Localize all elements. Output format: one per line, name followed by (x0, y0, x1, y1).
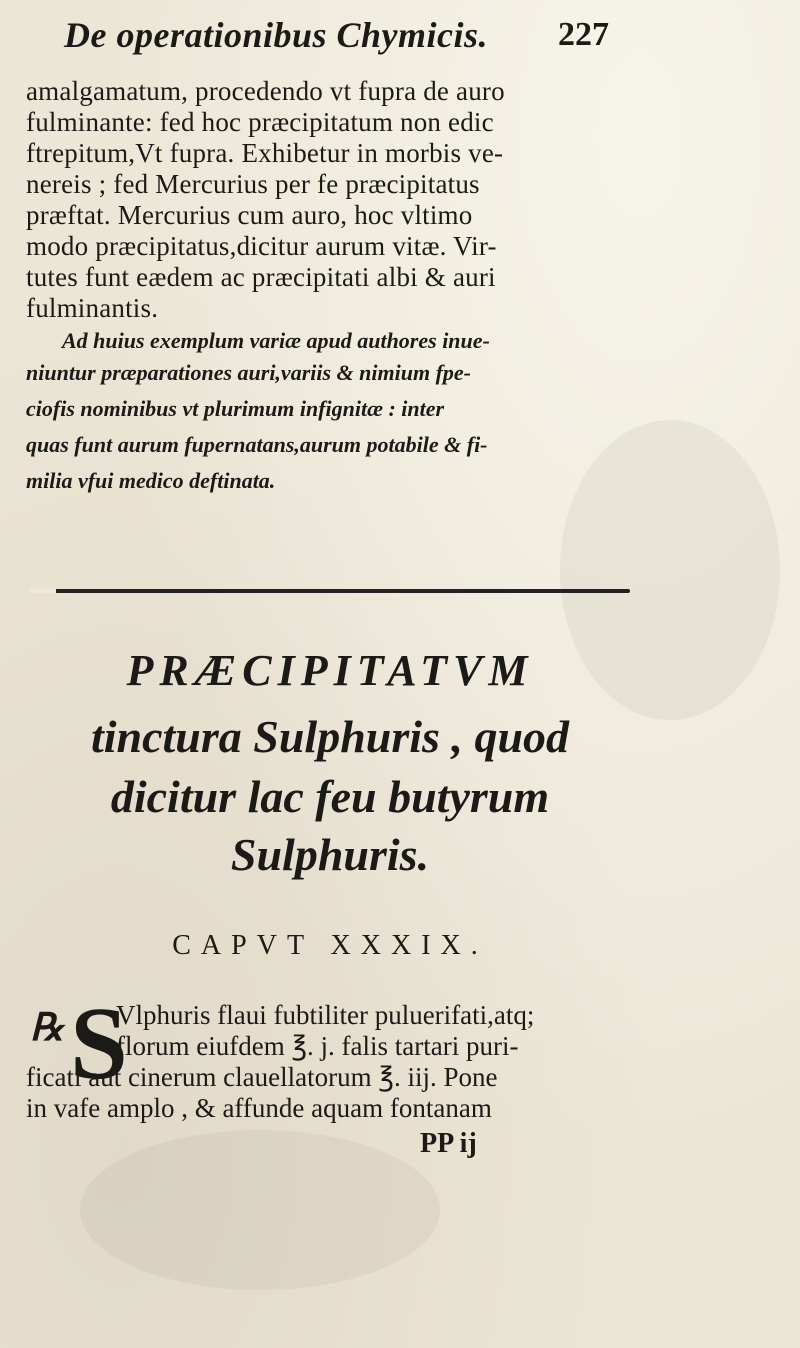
text-line: ficati aut cinerum clauellatorum ℥. iij. Pone (26, 1062, 498, 1092)
rule-gap (30, 589, 56, 593)
text-line: florum eiufdem ℥. j. falis tartari puri- (116, 1031, 519, 1061)
running-head (64, 14, 664, 66)
text-line: Ad huius exemplum variæ apud authores inue- (62, 328, 490, 353)
heading-line-1: PRÆCIPITATVM (126, 646, 534, 695)
text-line: præftat. Mercurius cum auro, hoc vltimo (26, 200, 473, 230)
section-rule (30, 589, 630, 593)
text-line: ftrepitum,Vt fupra. Exhibetur in morbis ve- (26, 138, 504, 168)
recipe-symbol: ℞ (30, 1007, 65, 1049)
text-line: milia vfui medico deftinata. (26, 468, 276, 493)
drop-cap: S (70, 986, 128, 1101)
text-line: niuntur præparationes auri,variis & nimium fpe- (26, 360, 471, 385)
text-line: fulminante: fed hoc præcipitatum non edic (26, 107, 494, 137)
heading-line-2: tinctura Sulphuris , quod (90, 711, 570, 762)
text-line: ciofis nominibus vt plurimum infignitæ : inter (26, 396, 445, 421)
heading-line-3: dicitur lac feu butyrum (110, 771, 550, 822)
text-line: modo præcipitatus,dicitur aurum vitæ. Vir- (26, 231, 497, 261)
text-line: fulminantis. (26, 293, 159, 323)
text-line: amalgamatum, procedendo vt fupra de auro (26, 76, 505, 106)
text-line: nereis ; fed Mercurius per fe præcipitatus (26, 169, 480, 199)
text-line: quas funt aurum fupernatans,aurum potabile & fi- (26, 432, 488, 457)
text-line: tutes funt eædem ac præcipitati albi & auri (26, 262, 496, 292)
catchword: PP ij (420, 1128, 477, 1159)
paper-stain (80, 1130, 440, 1290)
heading-line-4: Sulphuris. (230, 829, 430, 880)
text-line: Vlphuris flaui fubtiliter puluerifati,atq; (116, 1000, 535, 1030)
page-number: 227 (558, 16, 609, 53)
text-line: in vafe amplo , & affunde aquam fontanam (26, 1093, 492, 1123)
chapter-number: CAPVT XXXIX. (172, 930, 488, 961)
running-title: De operationibus Chymicis. (64, 15, 489, 55)
